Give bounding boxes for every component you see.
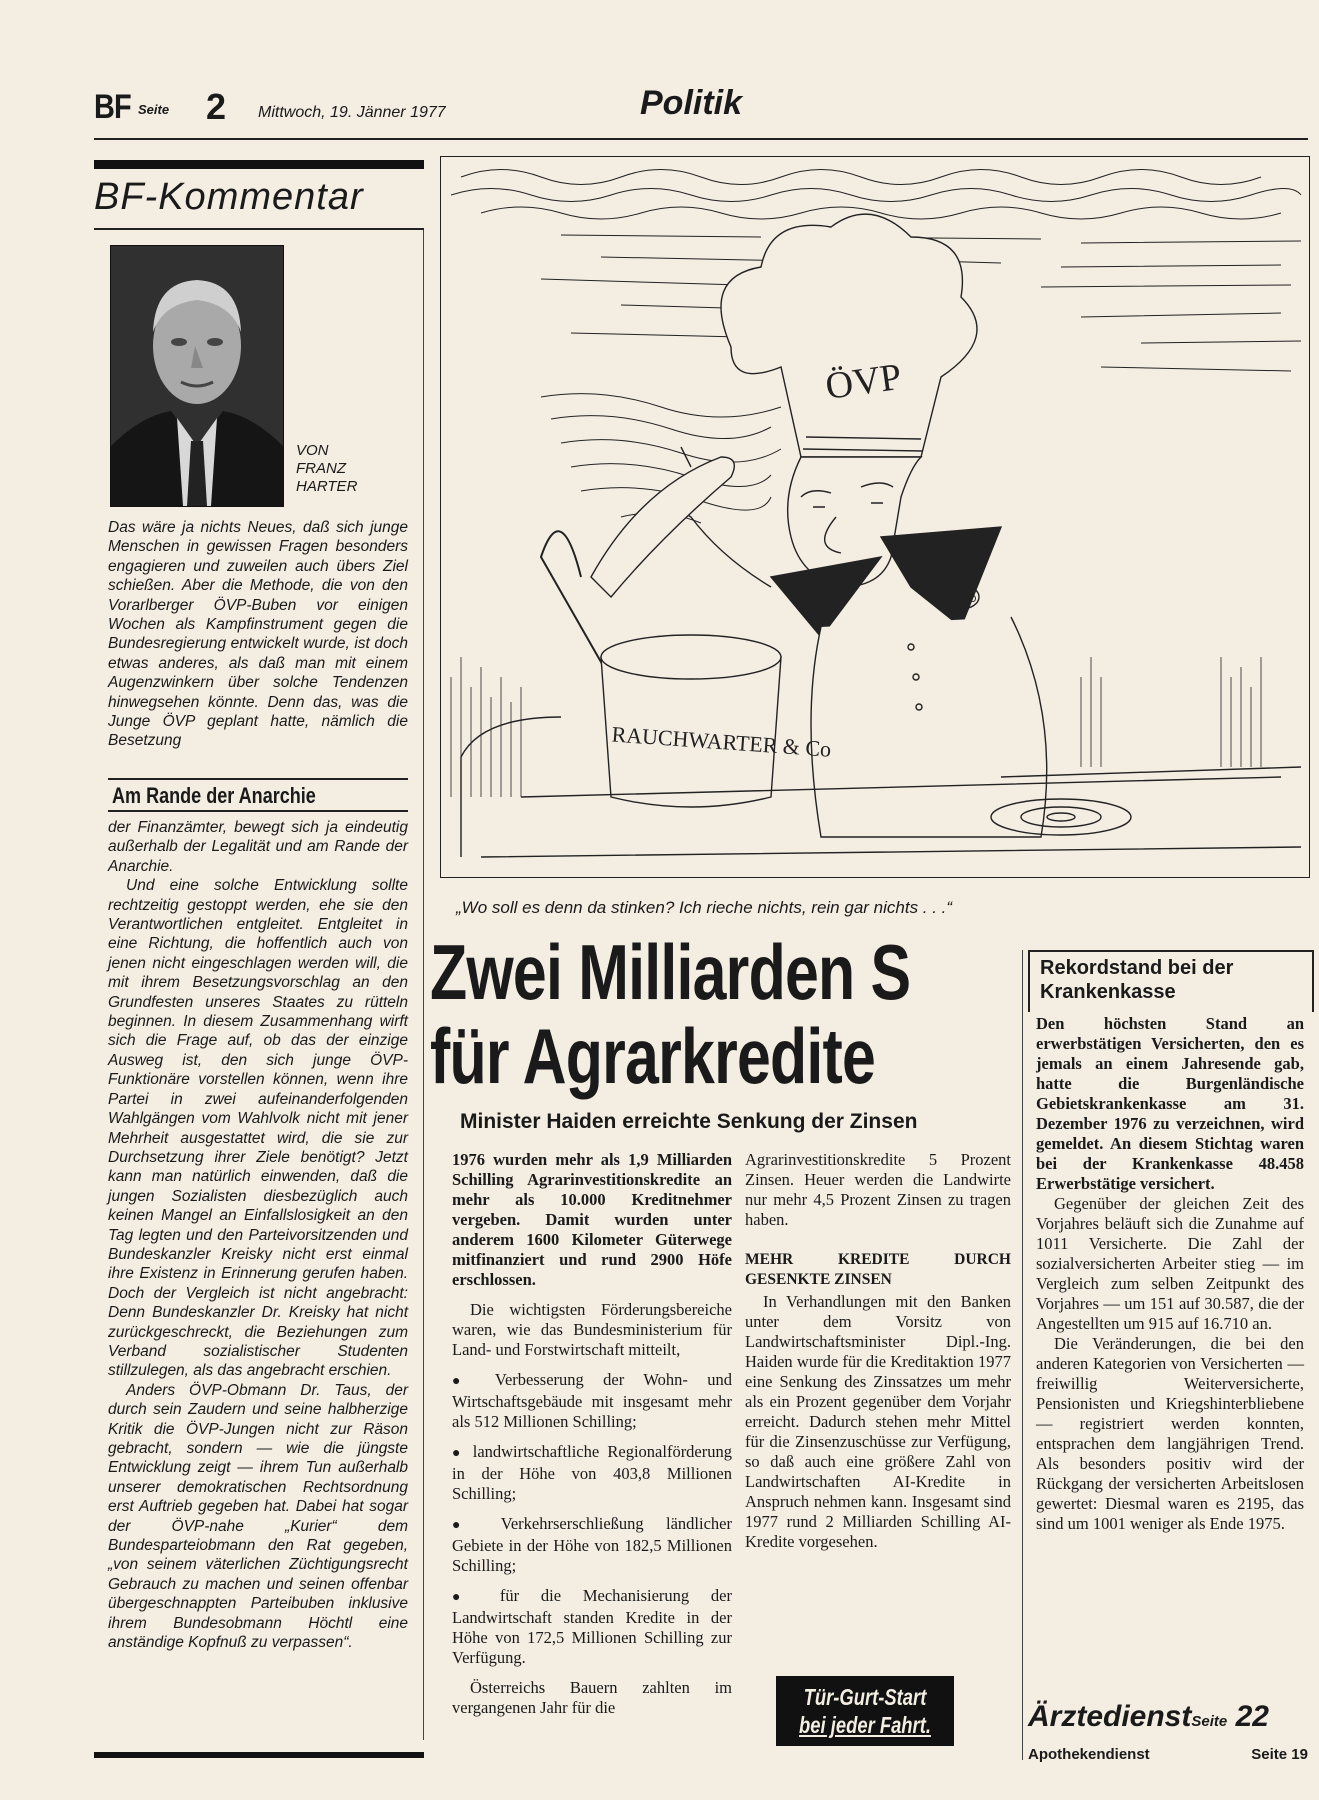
sidebar-lead: Den höchsten Stand an erwerbstätigen Versicherten, den es jemals an einem Jahresende gab, hatte die Burgenländische Gebietskrankenkasse am 31. Dezember 1976 zu verzeichnen, wird gemeldet. An diesem Stichtag waren bei der Krankenkasse 48.458 Erwerbstätige versichert. <box>1036 1014 1304 1193</box>
article-paragraph: Österreichs Bauern zahlten im vergangenen Jahr für die <box>452 1678 732 1717</box>
cartoon-caption: „Wo soll es denn da stinken? Ich rieche nichts, rein gar nichts . . .“ <box>456 898 953 917</box>
list-item: ● landwirtschaftliche Regionalförderung in der Höhe von 403,8 Millionen Schilling; <box>452 1442 733 1503</box>
commentary-text-bottom <box>108 818 408 1652</box>
article-headline: Zwei Milliarden S für Agrarkredite <box>430 928 911 1100</box>
article-lead: 1976 wurden mehr als 1,9 Milliarden Schilling Agrarinvestitionskredite an mehr als 10.000 Kreditnehmer vergeben. Damit wurden unter anderem 1600 Kilometer Güterwege mitfinanziert und rund 2900 Höfe erschlossen. <box>452 1150 732 1289</box>
list-item: ● für die Mechanisierung der Landwirtschaft standen Kredite in der Höhe von 172,5 Millionen Schilling zur Verfügung. <box>452 1586 732 1667</box>
commentary-text-top <box>108 518 408 751</box>
commentary-top-bar <box>94 160 424 169</box>
sidebar-paragraph: Die Veränderungen, die bei den anderen Kategorien von Versicherten — freiwillig Weiterversicherte, Pensionisten und Kriegshinterbliebene — registriert werden konnten, entsprachen dem langjährigen Trend. Als besonders positiv wird der Rückgang der versicherten Arbeitslosen gewertet: Diesmal waren es 2195, das sind um 1001 weniger als Ende 1975. <box>1036 1334 1304 1533</box>
sidebar-article <box>1036 1014 1304 1534</box>
aerztedienst-ref: ÄrztedienstSeite 22 <box>1028 1700 1269 1733</box>
sidebar-paragraph: Gegenüber der gleichen Zeit des Vorjahres beläuft sich die Zunahme auf 1011 Versicherte. Die Zahl der sozialversicherten Arbeiter stieg — im Vergleich zum selben Zeitpunkt des Vorjahres — um 151 auf 30.587, die der Angestellten um 915 auf 16.710 an. <box>1036 1194 1304 1333</box>
article-subheading: MEHR KREDITE DURCH GESENKTE ZINSEN <box>745 1251 1011 1288</box>
list-item: ● Verkehrserschließung ländlicher Gebiete in der Höhe von 182,5 Millionen Schilling; <box>452 1514 732 1575</box>
commentary-subheading: Am Rande der Anarchie <box>108 778 408 812</box>
hat-label: ÖVP <box>822 355 905 408</box>
commentary-bottom-bar <box>94 1752 424 1758</box>
author-byline: VON FRANZ HARTER <box>296 442 358 495</box>
masthead: BF <box>94 88 131 126</box>
seite-label: Seite <box>138 102 170 117</box>
commentary-paragraph: Und eine solche Entwicklung sollte rechtzeitig gestoppt werden, ehe sie den Verantwortlichen entgleitet. Entgleitet in eine Richtung, die hoffentlich auch von jenen nicht eingeschlagen werden will, die mit ihrem Besetzungsvorschlag an den Grundfesten unseres Staates zu rütteln beginnen. In diesem Zusammenhang wirft sich die Frage auf, ob das der einzige Ausweg ist, den sich junge ÖVP-Funktionäre vorstellen können, wenn ihre Partei in zwei aufeinanderfolgenden Wahlgängen vom Wahlvolk nicht mit jener Mehrheit ausgestattet wird, die sie zur Durchsetzung ihrer Ziele benötigt? Jetzt kann man natürlich einwenden, daß die jungen Sozialisten diesbezüglich auch keinen Mangel an Einfallslosigkeit an den Tag legten und den Parteivorsitzenden und Bundeskanzler Kreisky nicht erst einmal ihre Existenz in Erinnerung gerufen haben. Doch der Vergleich ist nicht angebracht: Denn Bundeskanzler Dr. Kreisky hat nicht zurückgeschreckt, die Beziehungen zum Verband sozialistischer Studenten stillzulegen, als das angebracht erschien. <box>108 877 408 1380</box>
commentary-paragraph: Das wäre ja nichts Neues, daß sich junge Menschen in gewissen Fragen besonders engagieren und zuweilen auch übers Ziel schießen. Aber die Methode, die von den Vorarlberger ÖVP-Buben vor einigen Wochen als Kampfinstrument gegen die Bundesregierung entwickelt wurde, ist doch etwas anderes, als daß man mit einem Augenzwinkern über solche Tendenzen hinwegsehen könnte. Denn das, was die Junge ÖVP geplant hatte, nämlich die Besetzung <box>108 519 408 750</box>
column-divider <box>423 230 424 1740</box>
article-subheadline: Minister Haiden erreichte Senkung der Zinsen <box>460 1110 918 1133</box>
page-number: 2 <box>206 86 227 127</box>
commentary-rule <box>94 228 424 230</box>
commentary-paragraph: der Finanzämter, bewegt sich ja eindeutig außerhalb der Legalität und am Rande der Anarchie. <box>108 819 408 875</box>
column-divider <box>1022 950 1023 1760</box>
pot-label: RAUCHWARTER & Co <box>610 721 832 762</box>
seatbelt-ad: Tür-Gurt-Start bei jeder Fahrt. <box>776 1676 954 1746</box>
article-paragraph: In Verhandlungen mit den Banken unter dem Vorsitz von Landwirtschaftsminister Dipl.-Ing. Haiden wurde für die Kreditaktion 1977 eine Senkung des Zinssatzes um mehr als ein Prozent gegenüber dem Vorjahr erreicht. Dadurch stehen mehr Mittel für die Zinsenzuschüsse zur Verfügung, so daß auch eine größere Zahl von Landwirtschaften AI-Kredite in Anspruch nehmen kann. Insgesamt sind 1977 rund 2 Milliarden Schilling AI-Kredite vorgesehen. <box>745 1292 1011 1551</box>
political-cartoon <box>440 156 1310 878</box>
article-intro: Die wichtigsten Förderungsbereiche waren, wie das Bundesministerium für Land- und Forstwirtschaft mitteilt, <box>452 1300 732 1359</box>
commentary-title: BF-Kommentar <box>94 176 364 218</box>
section-title: Politik <box>640 84 743 122</box>
article-column-1 <box>452 1150 732 1728</box>
author-photo <box>110 245 284 507</box>
article-column-2 <box>745 1150 1011 1552</box>
apron-label: SORO <box>947 594 977 605</box>
apothekendienst-ref: Apothekendienst Seite 19 <box>1028 1746 1308 1763</box>
article-paragraph: Agrarinvestitionskredite 5 Prozent Zinsen. Heuer werden die Landwirte nur mehr 4,5 Prozent Zinsen zu tragen haben. <box>745 1150 1011 1229</box>
commentary-paragraph: Anders ÖVP-Obmann Dr. Taus, der durch sein Zaudern und seine halbherzige Kritik die ÖVP-Jungen nicht zur Räson gebracht, sondern — wie die jüngste Entwicklung zeigt — ihrem Tun außerhalb unserer demokratischen Rechtsordnung erst Auftrieb gegeben hat. Dabei hat sogar der ÖVP-nahe „Kurier“ dem Bundesparteiobmann den Rat gegeben, „von seinem väterlichen Züchtigungsrecht Gebrauch zu machen und seinen offenbar übergeschnappten Parteibuben inklusive ihrem Bundesobmann Höchtl eine anständige Kopfnuß zu verpassen“. <box>108 1381 408 1652</box>
header-rule <box>94 138 1308 140</box>
issue-date: Mittwoch, 19. Jänner 1977 <box>258 104 446 121</box>
sidebar-title-box: Rekordstand bei der Krankenkasse <box>1028 950 1314 1012</box>
list-item: ● Verbesserung der Wohn- und Wirtschaftsgebäude mit insgesamt mehr als 512 Millionen Schilling; <box>452 1370 733 1431</box>
